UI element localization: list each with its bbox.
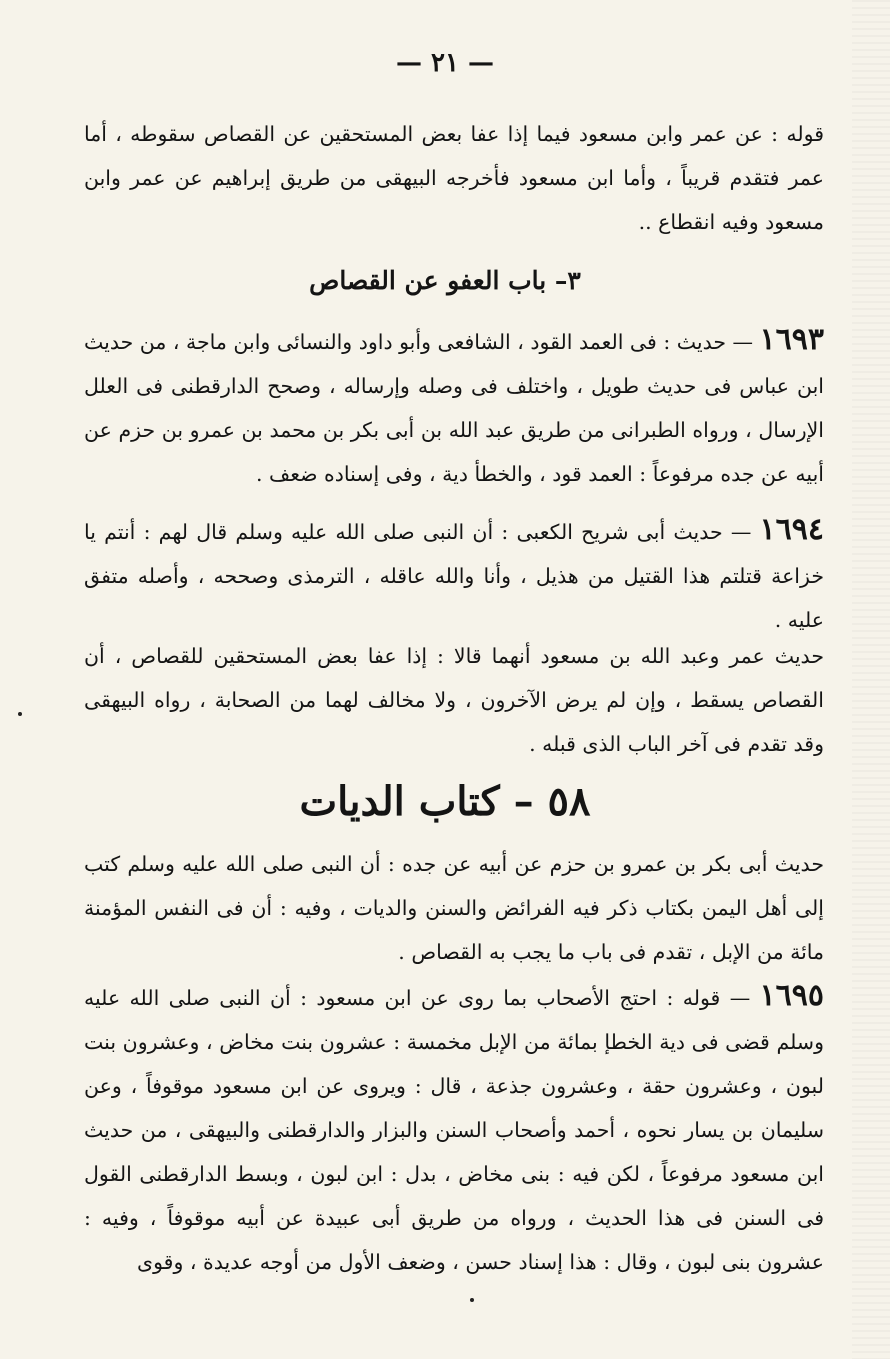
paragraph-qawluhu <box>84 112 824 244</box>
hadith-1693 <box>84 318 824 496</box>
page-edge-texture <box>852 0 890 1359</box>
page-number: — ٢١ — <box>395 48 495 78</box>
paragraph-abubakr <box>84 842 824 974</box>
ink-speck <box>470 1298 474 1302</box>
hadith-number: ١٦٩٣ <box>759 322 824 357</box>
book-heading-kitab: ٥٨ – كتاب الديات <box>299 778 591 825</box>
paragraph-text: حديث عمر وعبد الله بن مسعود أنهما قالا : إذا عفا بعض المستحقين للقصاص ، أن القصاص يسقط ، وإن لم يرض الآخرون ، ولا مخالف لهما من الصحابة ، رواه البيهقى وقد تقدم فى آخر الباب الذى قبله . <box>84 644 824 756</box>
hadith-1695 <box>84 974 824 1284</box>
paragraph-umar <box>84 634 824 766</box>
ink-speck <box>18 712 22 716</box>
paragraph-text: قوله : عن عمر وابن مسعود فيما إذا عفا بعض المستحقين عن القصاص سقوطه ، أما عمر فتقدم قريباً ، وأما ابن مسعود فأخرجه البيهقى من طريق إبراهيم عن عمر وابن مسعود وفيه انقطاع .. <box>84 122 824 234</box>
hadith-text: — حديث أبى شريح الكعبى : أن النبى صلى الله عليه وسلم قال لهم : أنتم يا خزاعة قتلتم هذا القتيل من هذيل ، وأنا والله عاقله ، الترمذى وصححه ، وأصله متفق عليه . <box>84 520 824 632</box>
hadith-text: — حديث : فى العمد القود ، الشافعى وأبو داود والنسائى وابن ماجة ، من حديث ابن عباس فى حديث طويل ، واختلف فى وصله وإرساله ، وصحح الدارقطنى فى العلل الإرسال ، ورواه الطبرانى من طريق عبد الله بن أبى بكر بن محمد بن عمرو بن حزم عن أبيه عن جده مرفوعاً : العمد قود ، والخطأ دية ، وفى إسناده ضعف . <box>84 330 824 486</box>
hadith-1694 <box>84 508 824 642</box>
section-heading-bab: ٣– باب العفو عن القصاص <box>309 266 581 295</box>
hadith-number: ١٦٩٥ <box>759 978 824 1013</box>
hadith-number: ١٦٩٤ <box>759 512 824 547</box>
hadith-text: — قوله : احتج الأصحاب بما روى عن ابن مسعود : أن النبى صلى الله عليه وسلم قضى فى دية الخطإ بمائة من الإبل مخمسة : عشرون بنت مخاض ، وعشرون بنت لبون ، وعشرون حقة ، وعشرون جذعة ، قال : ويروى عن ابن مسعود موقوفاً ، وعن سليمان بن يسار نحوه ، أحمد وأصحاب السنن والبزار والدارقطنى والبيهقى ، من حديث ابن مسعود مرفوعاً ، لكن فيه : بنى مخاض ، بدل : ابن لبون ، وبسط الدارقطنى القول فى السنن فى هذا الحديث ، ورواه من طريق أبى عبيدة عن أبيه موقوفاً ، وفيه : عشرون بنى لبون ، وقال : هذا إسناد حسن ، وضعف الأول من أوجه عديدة ، وقوى <box>84 986 824 1274</box>
paragraph-text: حديث أبى بكر بن عمرو بن حزم عن أبيه عن جده : أن النبى صلى الله عليه وسلم كتب إلى أهل اليمن بكتاب ذكر فيه الفرائض والسنن والديات ، وفيه : أن فى النفس المؤمنة مائة من الإبل ، تقدم فى باب ما يجب به القصاص . <box>84 852 824 964</box>
